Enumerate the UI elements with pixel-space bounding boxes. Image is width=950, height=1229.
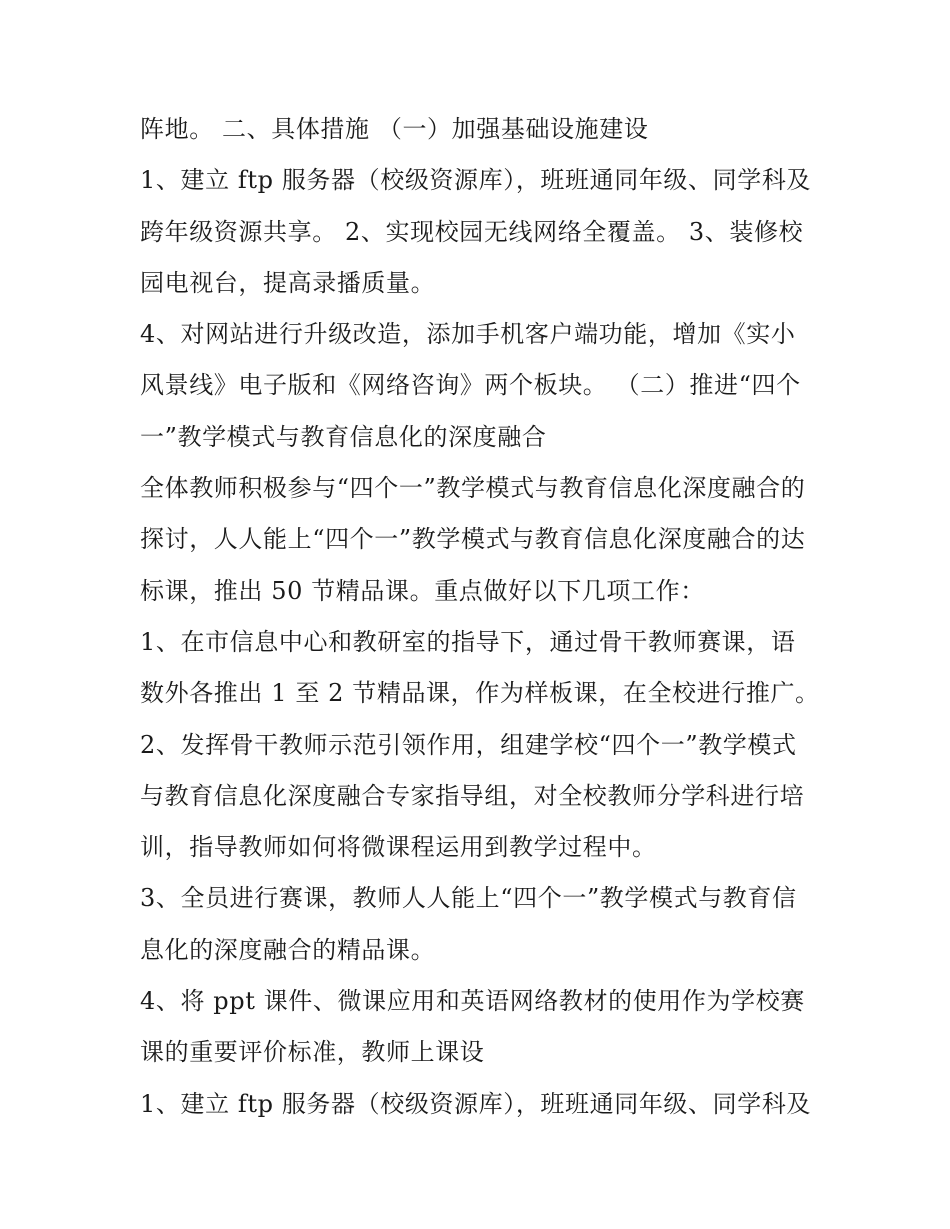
text-line: 风景线》电子版和《网络咨询》两个板块。 （二）推进“四个	[140, 371, 801, 400]
text-line: 2、发挥骨干教师示范引领作用，组建学校“四个一”教学模式	[140, 730, 797, 759]
text-line: 1、建立 ftp 服务器（校级资源库），班班通同年级、同学科及	[140, 166, 812, 195]
text-line: 训，指导教师如何将微课程运用到教学过程中。	[140, 833, 657, 862]
text-line: 跨年级资源共享。 2、实现校园无线网络全覆盖。 3、装修校	[140, 217, 804, 246]
paragraph-task-3	[140, 873, 830, 976]
text-line: 4、将 ppt 课件、微课应用和英语网络教材的使用作为学校赛	[140, 987, 805, 1016]
text-line: 标课，推出 50 节精品课。重点做好以下几项工作：	[140, 576, 705, 605]
paragraph-item-4	[140, 309, 830, 463]
paragraph-repeat	[140, 1079, 830, 1130]
text-line: 息化的深度融合的精品课。	[140, 935, 436, 964]
paragraph-heading	[140, 104, 830, 155]
text-line: 数外各推出 1 至 2 节精品课，作为样板课，在全校进行推广。	[140, 679, 820, 708]
text-line: 4、对网站进行升级改造，添加手机客户端功能，增加《实小	[140, 320, 796, 349]
text-line: 一”教学模式与教育信息化的深度融合	[140, 422, 547, 451]
text-line: 全体教师积极参与“四个一”教学模式与教育信息化深度融合的	[140, 474, 806, 503]
document-body	[140, 104, 830, 1130]
paragraph-body	[140, 463, 830, 617]
text-line: 1、在市信息中心和教研室的指导下，通过骨干教师赛课，语	[140, 627, 796, 656]
paragraph-task-1	[140, 617, 830, 720]
text-line: 园电视台，提高录播质量。	[140, 268, 436, 297]
text-line: 3、全员进行赛课，教师人人能上“四个一”教学模式与教育信	[140, 884, 797, 913]
text-line: 与教育信息化深度融合专家指导组，对全校教师分学科进行培	[140, 781, 805, 810]
paragraph-task-4	[140, 976, 830, 1079]
text-line: 1、建立 ftp 服务器（校级资源库），班班通同年级、同学科及	[140, 1089, 812, 1118]
text-line: 课的重要评价标准，教师上课设	[140, 1038, 485, 1067]
text-line: 探讨，人人能上“四个一”教学模式与教育信息化深度融合的达	[140, 525, 806, 554]
paragraph-task-2	[140, 720, 830, 874]
text-line: 阵地。 二、具体措施 （一）加强基础设施建设	[140, 115, 649, 143]
paragraph-item-1	[140, 155, 830, 309]
